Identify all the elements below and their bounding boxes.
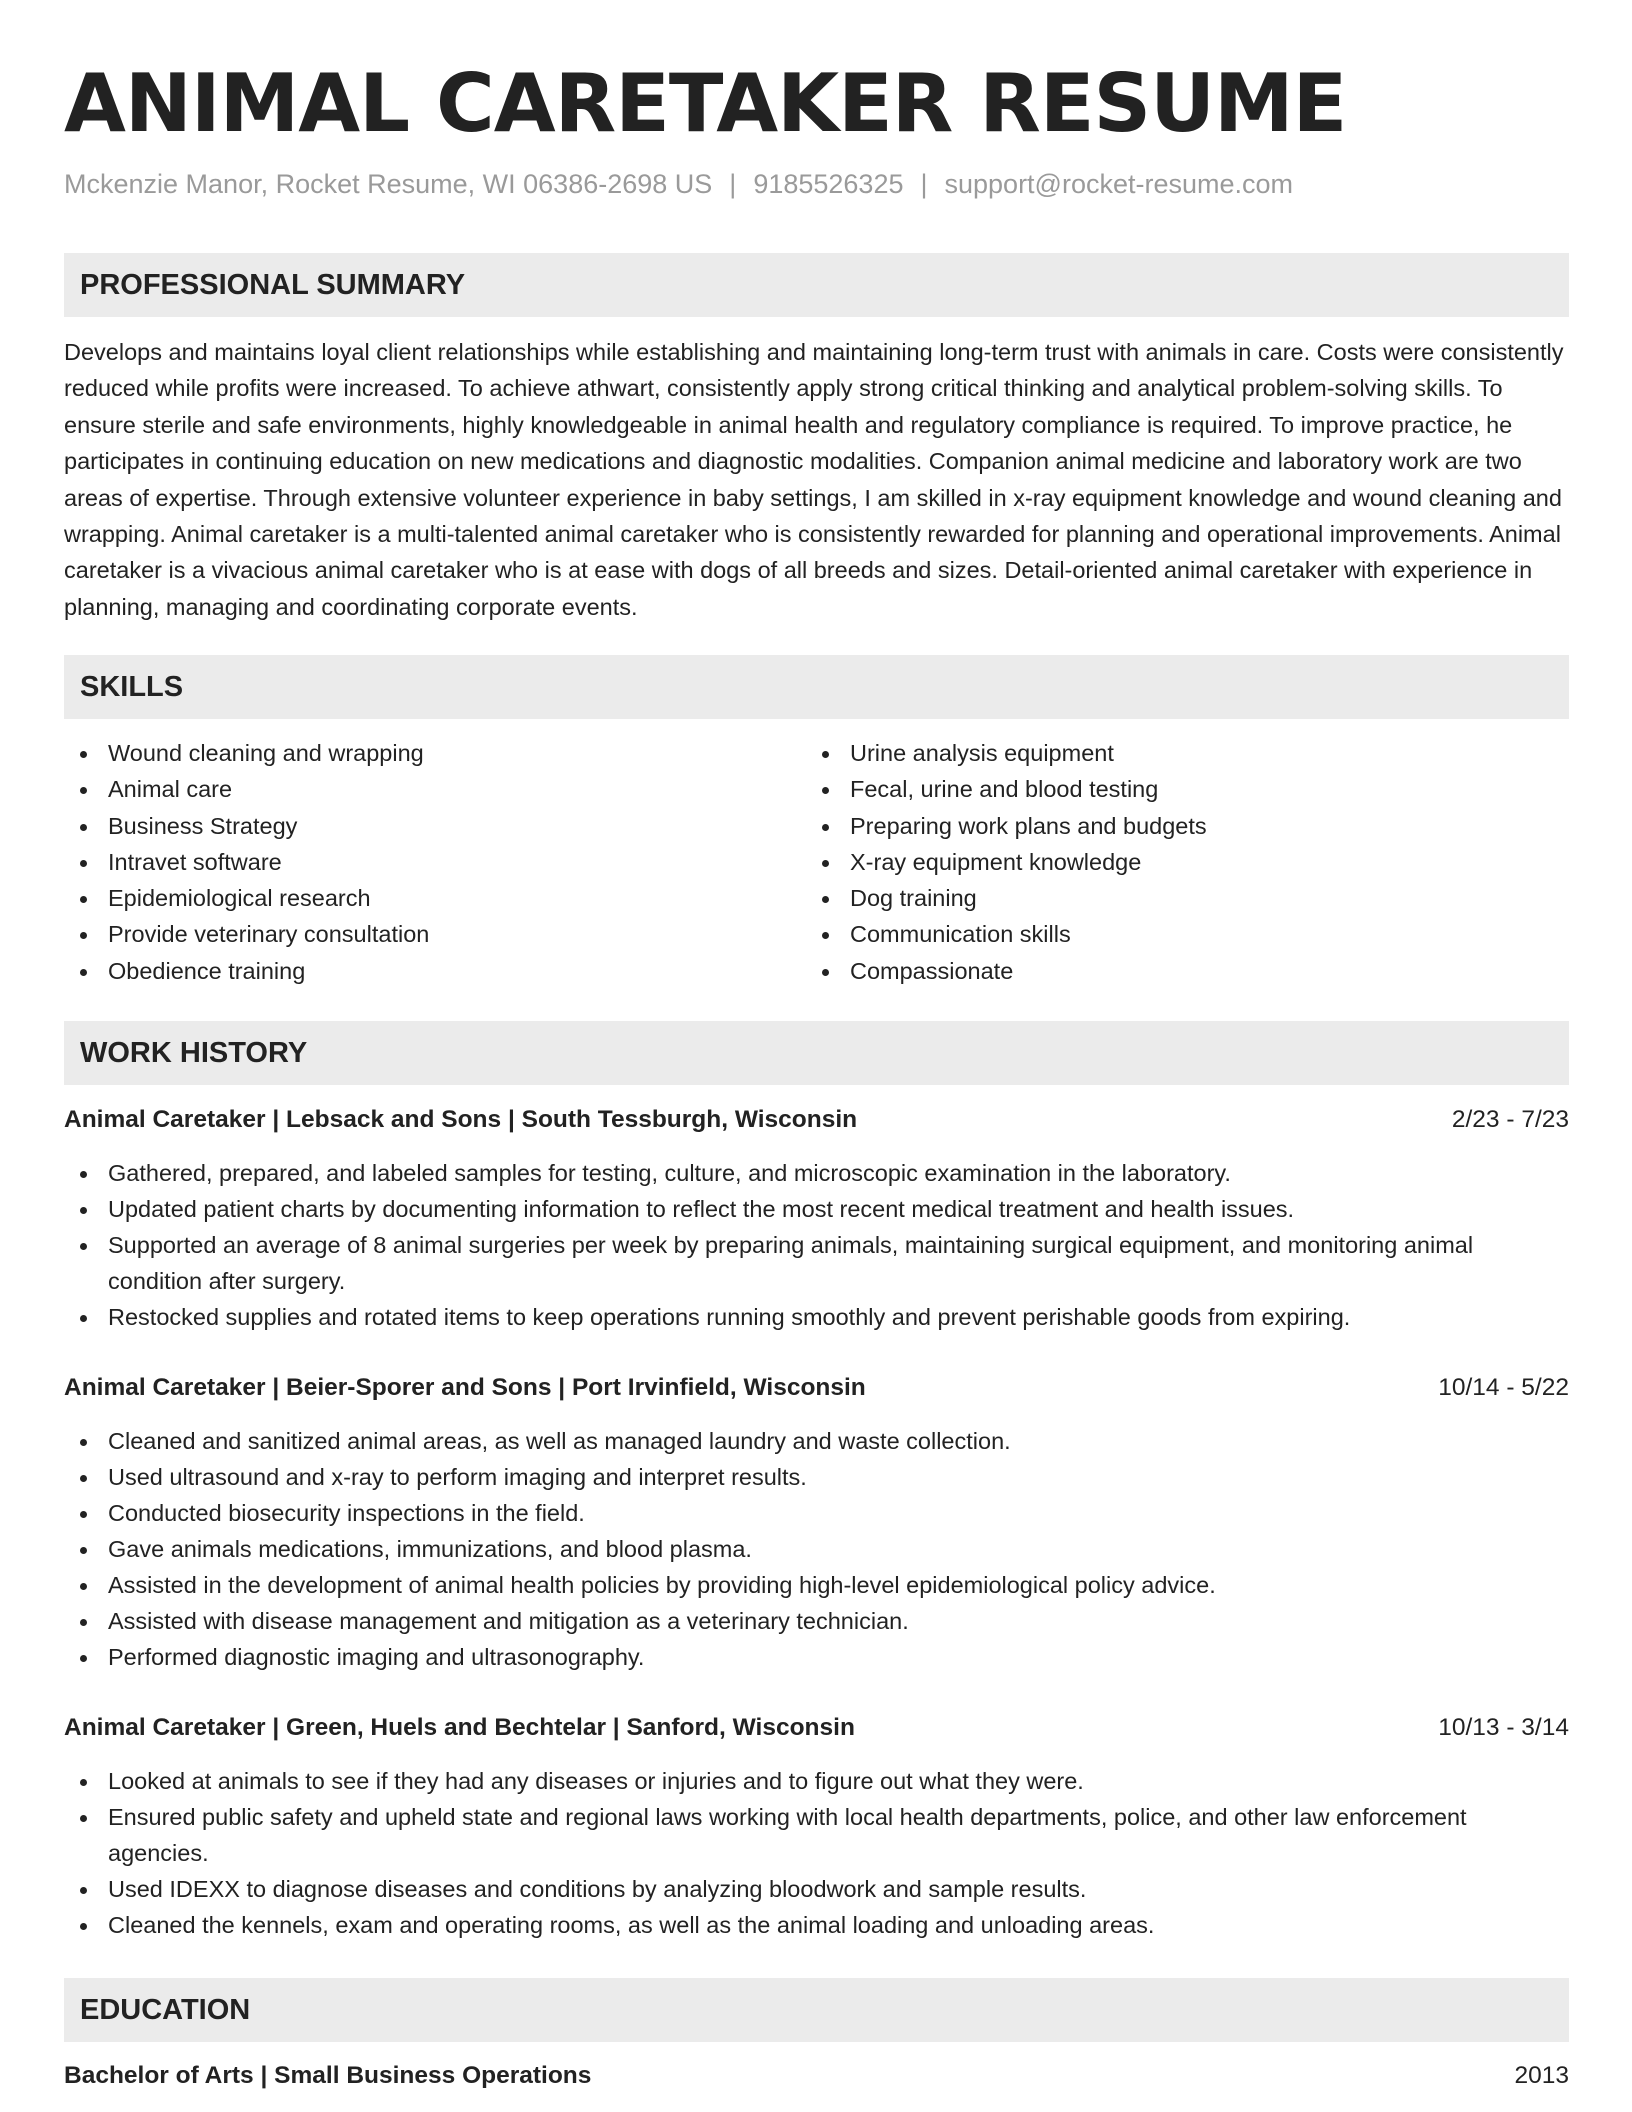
contact-separator: | [729, 169, 737, 199]
job-dates: 10/13 - 3/14 [1438, 1714, 1569, 1741]
section-heading-education: EDUCATION [64, 1978, 1569, 2042]
job-bullet: Cleaned and sanitized animal areas, as well as managed laundry and waste collection. [64, 1423, 1569, 1459]
job-heading [64, 1370, 1569, 1406]
job-bullet: Supported an average of 8 animal surgeries per week by preparing animals, maintaining surgical equipment, and monitoring animal condition after surgery. [64, 1227, 1569, 1299]
job-bullet: Updated patient charts by documenting information to reflect the most recent medical treatment and health issues. [64, 1191, 1569, 1227]
job-title: Animal Caretaker | Lebsack and Sons | South Tessburgh, Wisconsin [64, 1106, 858, 1133]
job-bullet: Gave animals medications, immunizations, and blood plasma. [64, 1531, 1569, 1567]
job-title: Animal Caretaker | Beier-Sporer and Sons | Port Irvinfield, Wisconsin [64, 1374, 866, 1401]
job-bullet: Used ultrasound and x-ray to perform imaging and interpret results. [64, 1459, 1569, 1495]
skill-item: Urine analysis equipment [806, 735, 1506, 771]
job-bullet: Cleaned the kennels, exam and operating rooms, as well as the animal loading and unloading areas. [64, 1907, 1569, 1943]
contact-line [64, 166, 1293, 202]
skill-item: X-ray equipment knowledge [806, 844, 1506, 880]
skill-item: Communication skills [806, 916, 1506, 952]
education-degree: Bachelor of Arts | Small Business Operations [64, 2062, 592, 2089]
contact-phone: 9185526325 [753, 169, 904, 199]
job-bullet: Ensured public safety and upheld state and regional laws working with local health departments, police, and other law enforcement agencies. [64, 1799, 1569, 1871]
skill-item: Dog training [806, 880, 1506, 916]
contact-separator: | [920, 169, 928, 199]
skill-item: Wound cleaning and wrapping [64, 735, 764, 771]
education-heading [64, 2058, 1569, 2094]
job-bullet: Assisted with disease management and mitigation as a veterinary technician. [64, 1603, 1569, 1639]
job-bullet: Gathered, prepared, and labeled samples for testing, culture, and microscopic examination in the laboratory. [64, 1155, 1569, 1191]
skill-item: Obedience training [64, 953, 764, 989]
page-title: ANIMAL CARETAKER RESUME [64, 57, 1347, 150]
job-dates: 10/14 - 5/22 [1438, 1374, 1569, 1401]
contact-address: Mckenzie Manor, Rocket Resume, WI 06386-2698 US [64, 169, 713, 199]
job-bullet: Assisted in the development of animal health policies by providing high-level epidemiological policy advice. [64, 1567, 1569, 1603]
job-bullet: Conducted biosecurity inspections in the field. [64, 1495, 1569, 1531]
skill-item: Provide veterinary consultation [64, 916, 764, 952]
skill-item: Animal care [64, 771, 764, 807]
job-bullet: Restocked supplies and rotated items to keep operations running smoothly and prevent perishable goods from expiring. [64, 1299, 1569, 1335]
summary-text: Develops and maintains loyal client relationships while establishing and maintaining long-term trust with animals in care. Costs were consistently reduced while profits were increased. To achieve athwart, consistently apply strong critical thinking and analytical problem-solving skills. To ensure sterile and safe environments, highly knowledgeable in animal health and regulatory compliance is required. To improve practice, he participates in continuing education on new medications and diagnostic modalities. Companion animal medicine and laboratory work are two areas of expertise. Through extensive volunteer experience in baby settings, I am skilled in x-ray equipment knowledge and wound cleaning and wrapping. Animal caretaker is a multi-talented animal caretaker who is consistently rewarded for planning and operational improvements. Animal caretaker is a vivacious animal caretaker who is at ease with dogs of all breeds and sizes. Detail-oriented animal caretaker with experience in planning, managing and coordinating corporate events. [64, 339, 1564, 620]
job-bullet-list [64, 1155, 1569, 1335]
skill-item: Compassionate [806, 953, 1506, 989]
job-dates: 2/23 - 7/23 [1451, 1106, 1569, 1133]
section-heading-summary: PROFESSIONAL SUMMARY [64, 253, 1569, 317]
job-bullet: Used IDEXX to diagnose diseases and conditions by analyzing bloodwork and sample results. [64, 1871, 1569, 1907]
section-heading-skills: SKILLS [64, 655, 1569, 719]
job-bullet-list [64, 1423, 1569, 1675]
job-bullet: Looked at animals to see if they had any diseases or injuries and to figure out what they were. [64, 1763, 1569, 1799]
skill-item: Fecal, urine and blood testing [806, 771, 1506, 807]
job-title: Animal Caretaker | Green, Huels and Bechtelar | Sanford, Wisconsin [64, 1714, 855, 1741]
job-heading [64, 1102, 1569, 1138]
job-bullet-list [64, 1763, 1569, 1943]
skills-list-left [64, 735, 764, 989]
skill-item: Epidemiological research [64, 880, 764, 916]
skill-item: Business Strategy [64, 808, 764, 844]
skills-list-right [806, 735, 1506, 989]
contact-email: support@rocket-resume.com [944, 169, 1294, 199]
education-year: 2013 [1514, 2062, 1569, 2089]
job-bullet: Performed diagnostic imaging and ultrasonography. [64, 1639, 1569, 1675]
skill-item: Intravet software [64, 844, 764, 880]
section-heading-work-history: WORK HISTORY [64, 1021, 1569, 1085]
job-heading [64, 1710, 1569, 1746]
skill-item: Preparing work plans and budgets [806, 808, 1506, 844]
